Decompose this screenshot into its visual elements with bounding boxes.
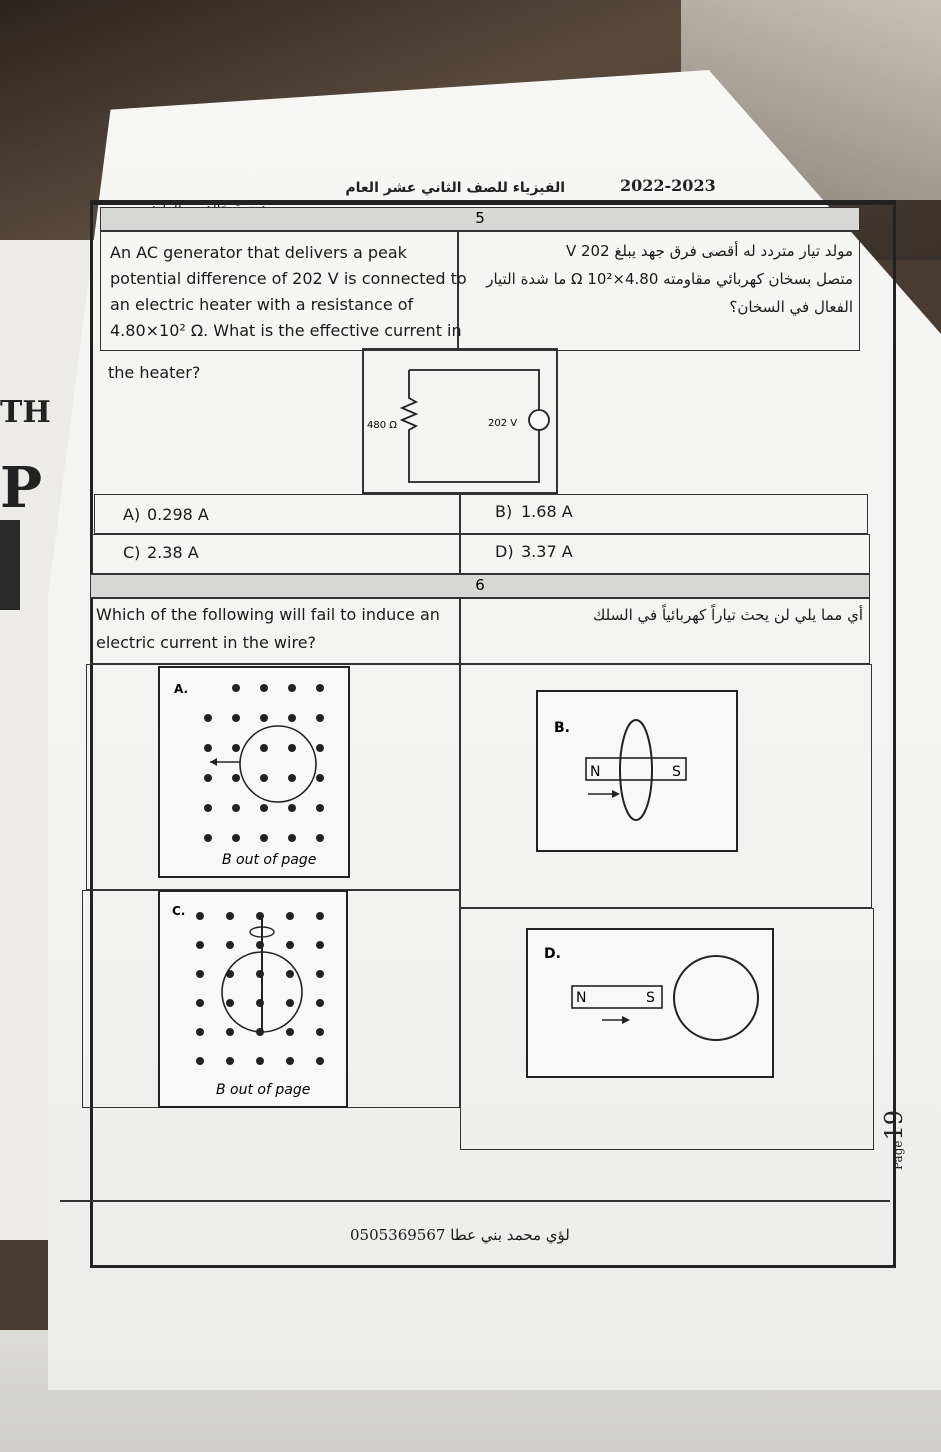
question-5-line-2: potential difference of 202 V is connected to [110, 269, 467, 288]
figure-a [158, 666, 350, 878]
footer-contact: 0505369567 لؤي محمد بني عطا [350, 1226, 570, 1244]
question-5-arabic-line-2: متصل بسخان كهربائي مقاومته 4.80×10² Ω ما شدة التيار [486, 270, 853, 288]
question-5-arabic-line-3: الفعال في السخان؟ [729, 298, 853, 316]
wire-loop-d [674, 956, 758, 1040]
option-c-label: C) [123, 543, 141, 562]
subject-title: الفيزياء للصف الثاني عشر العام [345, 180, 565, 196]
worksheet-page [60, 160, 908, 1285]
figure-b-north: N [590, 764, 601, 780]
question-5-line-5: the heater? [108, 363, 201, 382]
question-5-line-1: An AC generator that delivers a peak [110, 243, 407, 262]
ac-source-symbol [529, 410, 549, 430]
arrow-right-icon [612, 790, 620, 798]
figure-c-letter: C. [172, 904, 186, 918]
background-left-strip [0, 520, 20, 610]
question-5-arabic-line-1: مولد تيار متردد له أقصى فرق جهد يبلغ 202 V [565, 242, 853, 260]
question-6-number: 6 [475, 576, 485, 594]
option-b-cell[interactable] [460, 494, 868, 534]
figure-b-letter: B. [554, 720, 570, 736]
option-a-cell[interactable] [94, 494, 460, 534]
bar-magnet-b [586, 758, 686, 780]
background-letters-th: TH [0, 395, 51, 430]
figure-b [536, 690, 738, 852]
figure-a-drawing [158, 666, 350, 878]
figure-a-letter: A. [174, 682, 189, 696]
figure-d-letter: D. [544, 946, 561, 962]
figure-c-caption: B out of page [216, 1082, 311, 1098]
question-5-number-bar [100, 207, 860, 231]
question-6-arabic: أي مما يلي لن يحث تياراً كهربائياً في السلك [593, 606, 863, 624]
option-c-cell[interactable] [92, 534, 460, 574]
page-number-value: 19 [880, 1109, 908, 1141]
arrow-left-icon [210, 758, 217, 766]
option-b-label: B) [495, 502, 513, 521]
background-letter-p: P [0, 455, 43, 521]
figure-d-south: S [646, 990, 655, 1006]
figure-d-north: N [576, 990, 587, 1006]
option-d-label: D) [495, 542, 514, 561]
page-word: Page [891, 1140, 905, 1170]
figure-d [526, 928, 774, 1078]
option-a-label: A) [123, 505, 141, 524]
option-a-value: 0.298 A [147, 505, 209, 524]
question-5-line-3: an electric heater with a resistance of [110, 295, 414, 314]
option-b-value: 1.68 A [521, 502, 573, 521]
footer-rule [60, 1200, 890, 1202]
figure-a-caption: B out of page [222, 852, 317, 868]
school-year: 2022-2023 [620, 176, 716, 195]
figure-c-drawing [158, 890, 348, 1108]
figure-b-south: S [672, 764, 681, 780]
figure-c [158, 890, 348, 1108]
question-6-number-bar [90, 574, 870, 598]
page-number [880, 1110, 908, 1170]
option-c-value: 2.38 A [147, 543, 199, 562]
question-6-line-2: electric current in the wire? [96, 633, 317, 652]
resistor-label: 480 Ω [367, 420, 397, 431]
question-5-number: 5 [475, 209, 485, 227]
source-label: 202 V [488, 418, 518, 429]
figure-b-drawing [536, 690, 738, 852]
question-5-line-4: 4.80×10² Ω. What is the effective current in [110, 321, 462, 340]
option-d-value: 3.37 A [521, 542, 573, 561]
resistor-symbol [402, 370, 416, 443]
question-6-line-1: Which of the following will fail to induce an [96, 605, 440, 624]
arrow-right-icon [622, 1016, 630, 1024]
option-d-cell[interactable] [460, 534, 870, 574]
circuit-figure [362, 348, 558, 494]
wire-loop-a [240, 726, 316, 802]
